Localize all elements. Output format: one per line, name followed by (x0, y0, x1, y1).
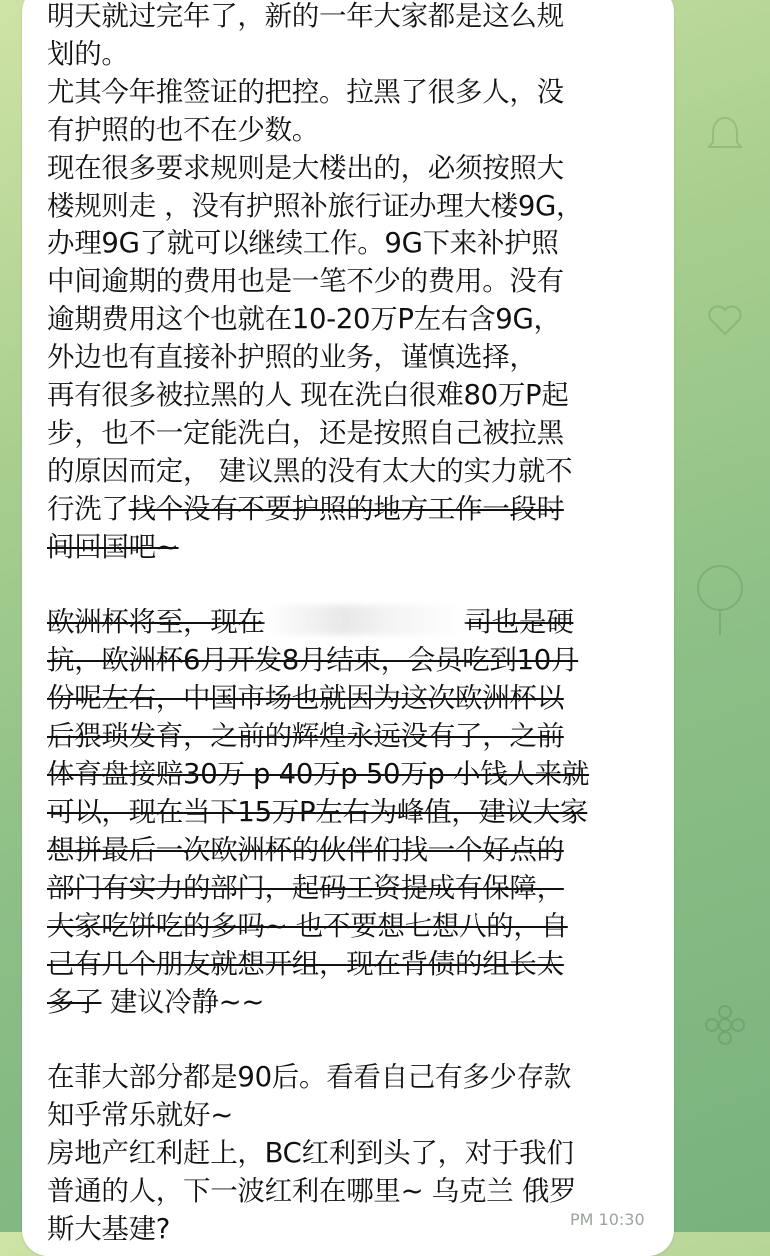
message-line: 知乎常乐就好~ (47, 1099, 233, 1132)
message-line: 房地产红利赶上，BC红利到头了，对于我们 (47, 1137, 574, 1170)
message-line: 现在很多要求规则是大楼出的，必须按照大 (47, 151, 564, 184)
message-timestamp: PM 10:30 (570, 1210, 645, 1229)
message-line: 再有很多被拉黑的人 现在洗白很难80万P起 (47, 379, 569, 412)
strikethrough-line: 己有几个朋友就想开组，现在背债的组长太 (47, 947, 564, 980)
strikethrough-line: 想拼最后一次欧洲杯的伙伴们找一个好点的 (47, 833, 564, 866)
blurred-redaction (265, 605, 465, 635)
message-bubble[interactable] (22, 0, 674, 1256)
strikethrough-line: 间回国吧~ (47, 530, 179, 563)
message-text-plain: 建议冷静~~ (101, 985, 265, 1018)
strikethrough-text: 欧洲杯将至，现在 (47, 606, 265, 639)
message-line: 办理9G了就可以继续工作。9G下来补护照 (47, 227, 559, 260)
message-line: 在菲大部分都是90后。看看自己有多少存款 (47, 1061, 571, 1094)
strikethrough-line: 大家吃饼吃的多吗~ 也不要想七想八的，自 (47, 909, 568, 942)
message-line: 中间逾期的费用也是一笔不少的费用。没有 (47, 265, 564, 298)
strikethrough-line: 体育盘接赔30万 p 40万p 50万p 小钱人来就 (47, 758, 590, 791)
strikethrough-line (47, 604, 656, 642)
message-line: 斯大基建? (47, 1212, 171, 1245)
message-line: 划的。 (47, 37, 129, 70)
wallpaper-doodle-heart-icon (705, 300, 745, 340)
paragraph-gap (47, 1021, 656, 1059)
strikethrough-line: 后猥琐发育，之前的辉煌永远没有了，之前 (47, 720, 564, 753)
strikethrough-line: 部门有实力的部门，起码工资提成有保障， (47, 871, 564, 904)
strikethrough-text: 司也是硬 (464, 606, 574, 639)
message-line (47, 984, 656, 1022)
strikethrough-line: 可以，现在当下15万P左右为峰值，建议大家 (47, 796, 588, 829)
message-line: 楼规则走 ，没有护照补旅行证办理大楼9G， (47, 189, 584, 222)
message-line: 普通的人，下一波红利在哪里~ 乌克兰 俄罗 (47, 1175, 577, 1208)
strikethrough-text: 多了 (47, 985, 102, 1018)
message-line: 有护照的也不在少数。 (47, 113, 319, 146)
message-line: 明天就过完年了，新的一年大家都是这么规 (47, 0, 564, 32)
message-line: 外边也有直接补护照的业务，谨慎选择， (47, 341, 537, 374)
message-text (47, 0, 656, 1249)
strikethrough-line: 份呢左右，中国市场也就因为这次欧洲杯以 (47, 682, 564, 715)
message-line: 步，也不一定能洗白，还是按照自己被拉黑 (47, 416, 564, 449)
strikethrough-text: 找个没有不要护照的地方工作一段时 (128, 492, 564, 525)
paragraph-gap (47, 567, 656, 605)
message-line: 逾期费用这个也就在10-20万P左右含9G， (47, 303, 561, 336)
strikethrough-line: 抗，欧洲杯6月开发8月结束，会员吃到10月 (47, 644, 579, 677)
message-line: 尤其今年推签证的把控。拉黑了很多人，没 (47, 75, 564, 108)
message-line (47, 491, 656, 529)
wallpaper-doodle-bell-icon (700, 110, 750, 160)
message-line: 的原因而定， 建议黑的没有太大的实力就不 (47, 454, 573, 487)
message-text-plain: 行洗了 (47, 492, 129, 525)
wallpaper-doodle-balloon-icon (690, 560, 750, 640)
wallpaper-doodle-flower-icon (700, 1000, 750, 1050)
